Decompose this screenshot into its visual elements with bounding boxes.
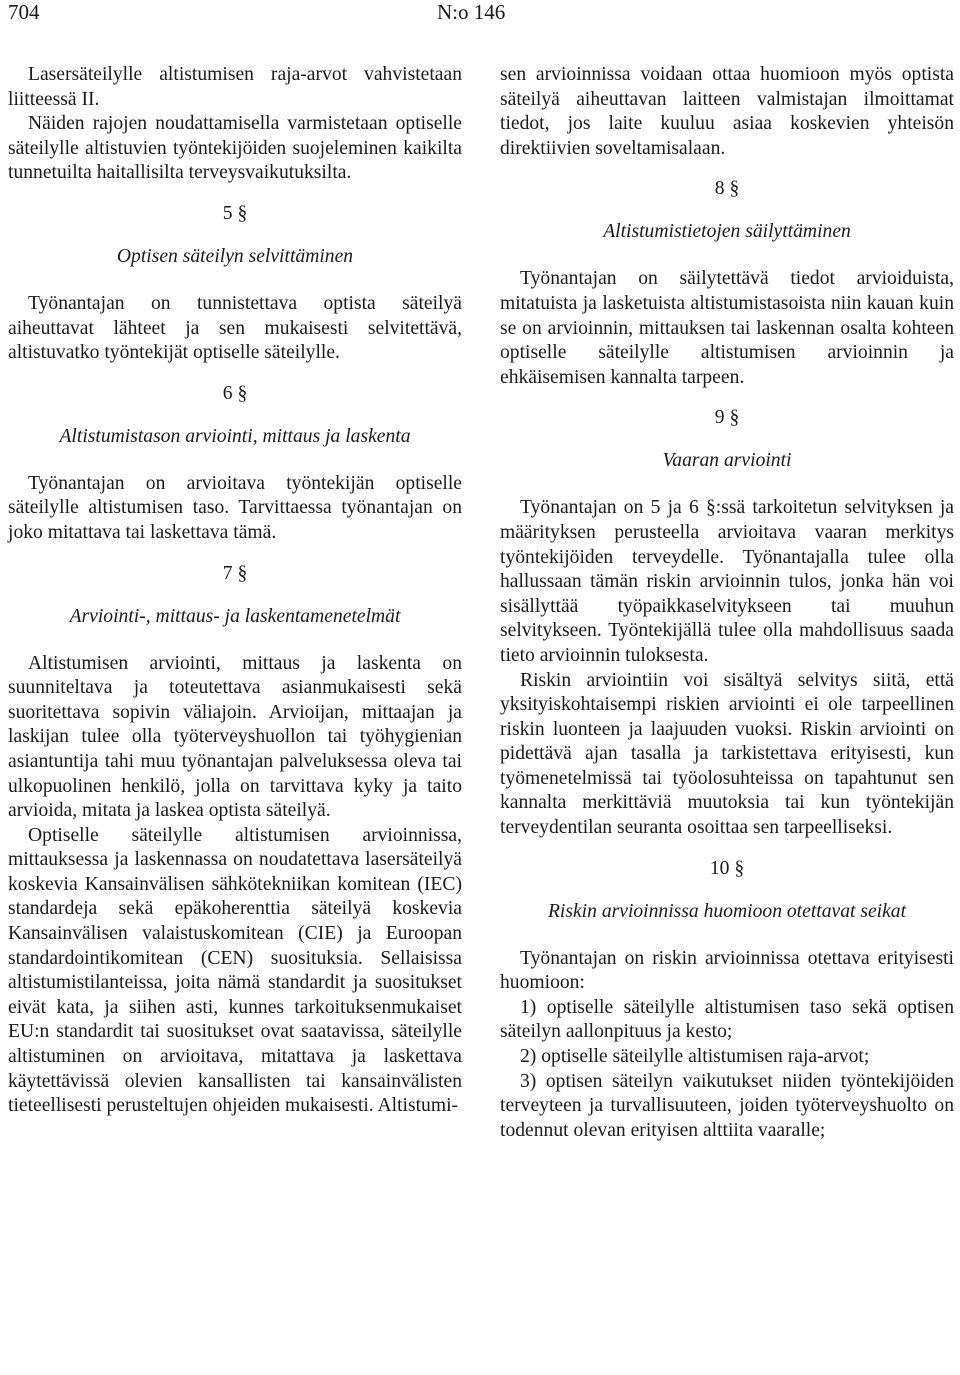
section-5-text: Työnantajan on tunnistettava optista säteilyä aiheuttavat lähteet ja sen mukaisesti selvitettävä, altistuvatko työntekijät optiselle säteilylle. [8,292,462,364]
section-8-number: 8 § [714,178,740,200]
page-header [0,0,960,26]
section-6-number: 6 § [222,382,248,404]
section-7-paragraph-1: Altistumisen arviointi, mittaus ja laskenta on suunniteltava ja toteutettava asianmukaisesti sekä suoritettava sopivin väliajoin. Arvioijan, mittaajan ja laskijan tulee olla työterveyshuollon tai työhygienian asiantuntija tahi muu työnantajan palveluksessa oleva tai ulkopuolinen henkilö, jolla on tarvittava kyky ja taito arvioida, mitata ja laskea optista säteilyä. [8,652,462,822]
section-9-paragraph-1: Työnantajan on 5 ja 6 §:ssä tarkoitetun selvityksen ja määrityksen perusteella arvioitava vaaran merkitys työntekijöiden terveydelle. Työnantajalla tulee olla hallussaan tämän riskin arvioinnin tulos, jonka hän voi sisällyttää työpaikkaselvitykseen tai muuhun selvitykseen. Työntekijällä tulee olla mahdollisuus saada tieto arvioinnin tuloksesta. [500,497,954,666]
section-6-text: Työnantajan on arvioitava työntekijän optiselle säteilylle altistumisen taso. Tarvittaessa työnantajan on joko mitattava tai laskettava tämä. [8,472,462,543]
section-8-title: Altistumistietojen säilyttäminen [603,221,851,243]
section-6-title: Altistumistason arviointi, mittaus ja laskenta [59,425,411,447]
section-10-title: Riskin arvioinnissa huomioon otettavat seikat [547,900,907,922]
right-column [500,63,954,1143]
continuation-paragraph: sen arvioinnissa voidaan ottaa huomioon myös optista säteilyä aiheuttavan laitteen valmistajan ilmoittamat tiedot, jos laite kuuluu asiaa koskevien yhteisön direktiivien soveltamisalaan. [500,64,954,159]
intro-paragraph-1: Lasersäteilylle altistumisen raja-arvot vahvistetaan liitteessä II. [8,64,462,110]
list-item: 1) optiselle säteilylle altistumisen taso sekä optisen säteilyn aallonpituus ja kesto; [500,996,954,1043]
section-9-title: Vaaran arviointi [662,450,792,472]
section-9-paragraph-2: Riskin arviointiin voi sisältyä selvitys siitä, että yksityiskohtaisempi riskien arviointi ei ole tarpeellinen riskin luonteen ja laajuuden vuoksi. Riskin arviointi on pidettävä ajan tasalla ja tarkistettava erityisesti, kun työmenetelmissä tai työolosuhteissa on tapahtunut sen kannalta merkittäviä muutoksia tai kun työntekijän terveydentilan seuranta osoittaa sen tarpeelliseksi. [500,669,954,839]
section-8-text: Työnantajan on säilytettävä tiedot arvioiduista, mitatuista ja lasketuista altistumistasoista niin kauan kuin se on arvioinnin, mittauksen tai laskennan osalta kohteen optiselle säteilylle altistumisen arvioinnin ja ehkäisemisen kannalta tarpeen. [500,268,954,388]
left-column [8,63,462,1119]
section-7-paragraph-2: Optiselle säteilylle altistumisen arvioinnissa, mittauksessa ja laskennassa on noudatettava lasersäteilyä koskevia Kansainvälisen sähkötekniikan komitean (IEC) standardeja sekä epäkoherenttia säteilyä koskevia Kansainvälisen valaistuskomitean (CIE) ja Euroopan standardointikomitean (CEN) suosituksia. Sellaisissa altistumistilanteissa, joita nämä standardit ja suositukset eivät kata, ja siihen asti, kunnes tarkoituksenmukaiset EU:n standardit tai suositukset ovat saatavissa, säteilylle altistuminen on arvioitava, mitattava ja laskettava käytettävissä olevien kansallisten tai kansainvälisten tieteellisesti perusteltujen ohjeiden mukaisesti. Altistumi- [8,824,462,1117]
section-10-number: 10 § [709,857,745,879]
section-9-number: 9 § [714,407,740,429]
section-5-title: Optisen säteilyn selvittäminen [116,245,354,267]
section-7-title: Arviointi-, mittaus- ja laskentamenetelmät [69,605,401,627]
list-item: 2) optiselle säteilylle altistumisen raja-arvot; [520,1046,870,1068]
issue-number: N:o 146 [437,0,506,24]
section-7-number: 7 § [222,562,248,584]
section-5-number: 5 § [222,202,248,224]
section-10-intro: Työnantajan on riskin arvioinnissa otettava erityisesti huomioon: [500,947,954,994]
page-number: 704 [8,0,40,24]
intro-paragraph-2: Näiden rajojen noudattamisella varmistetaan optiselle säteilylle altistuvien työntekijöiden suojeleminen kaikilta tunnetuilta haitallisilta terveysvaikutuksilta. [8,113,462,184]
list-item: 3) optisen säteilyn vaikutukset niiden työntekijöiden terveyteen ja turvallisuuteen, joiden työterveyshuolto on todennut olevan erityisen alttiita vaaralle; [500,1070,954,1141]
